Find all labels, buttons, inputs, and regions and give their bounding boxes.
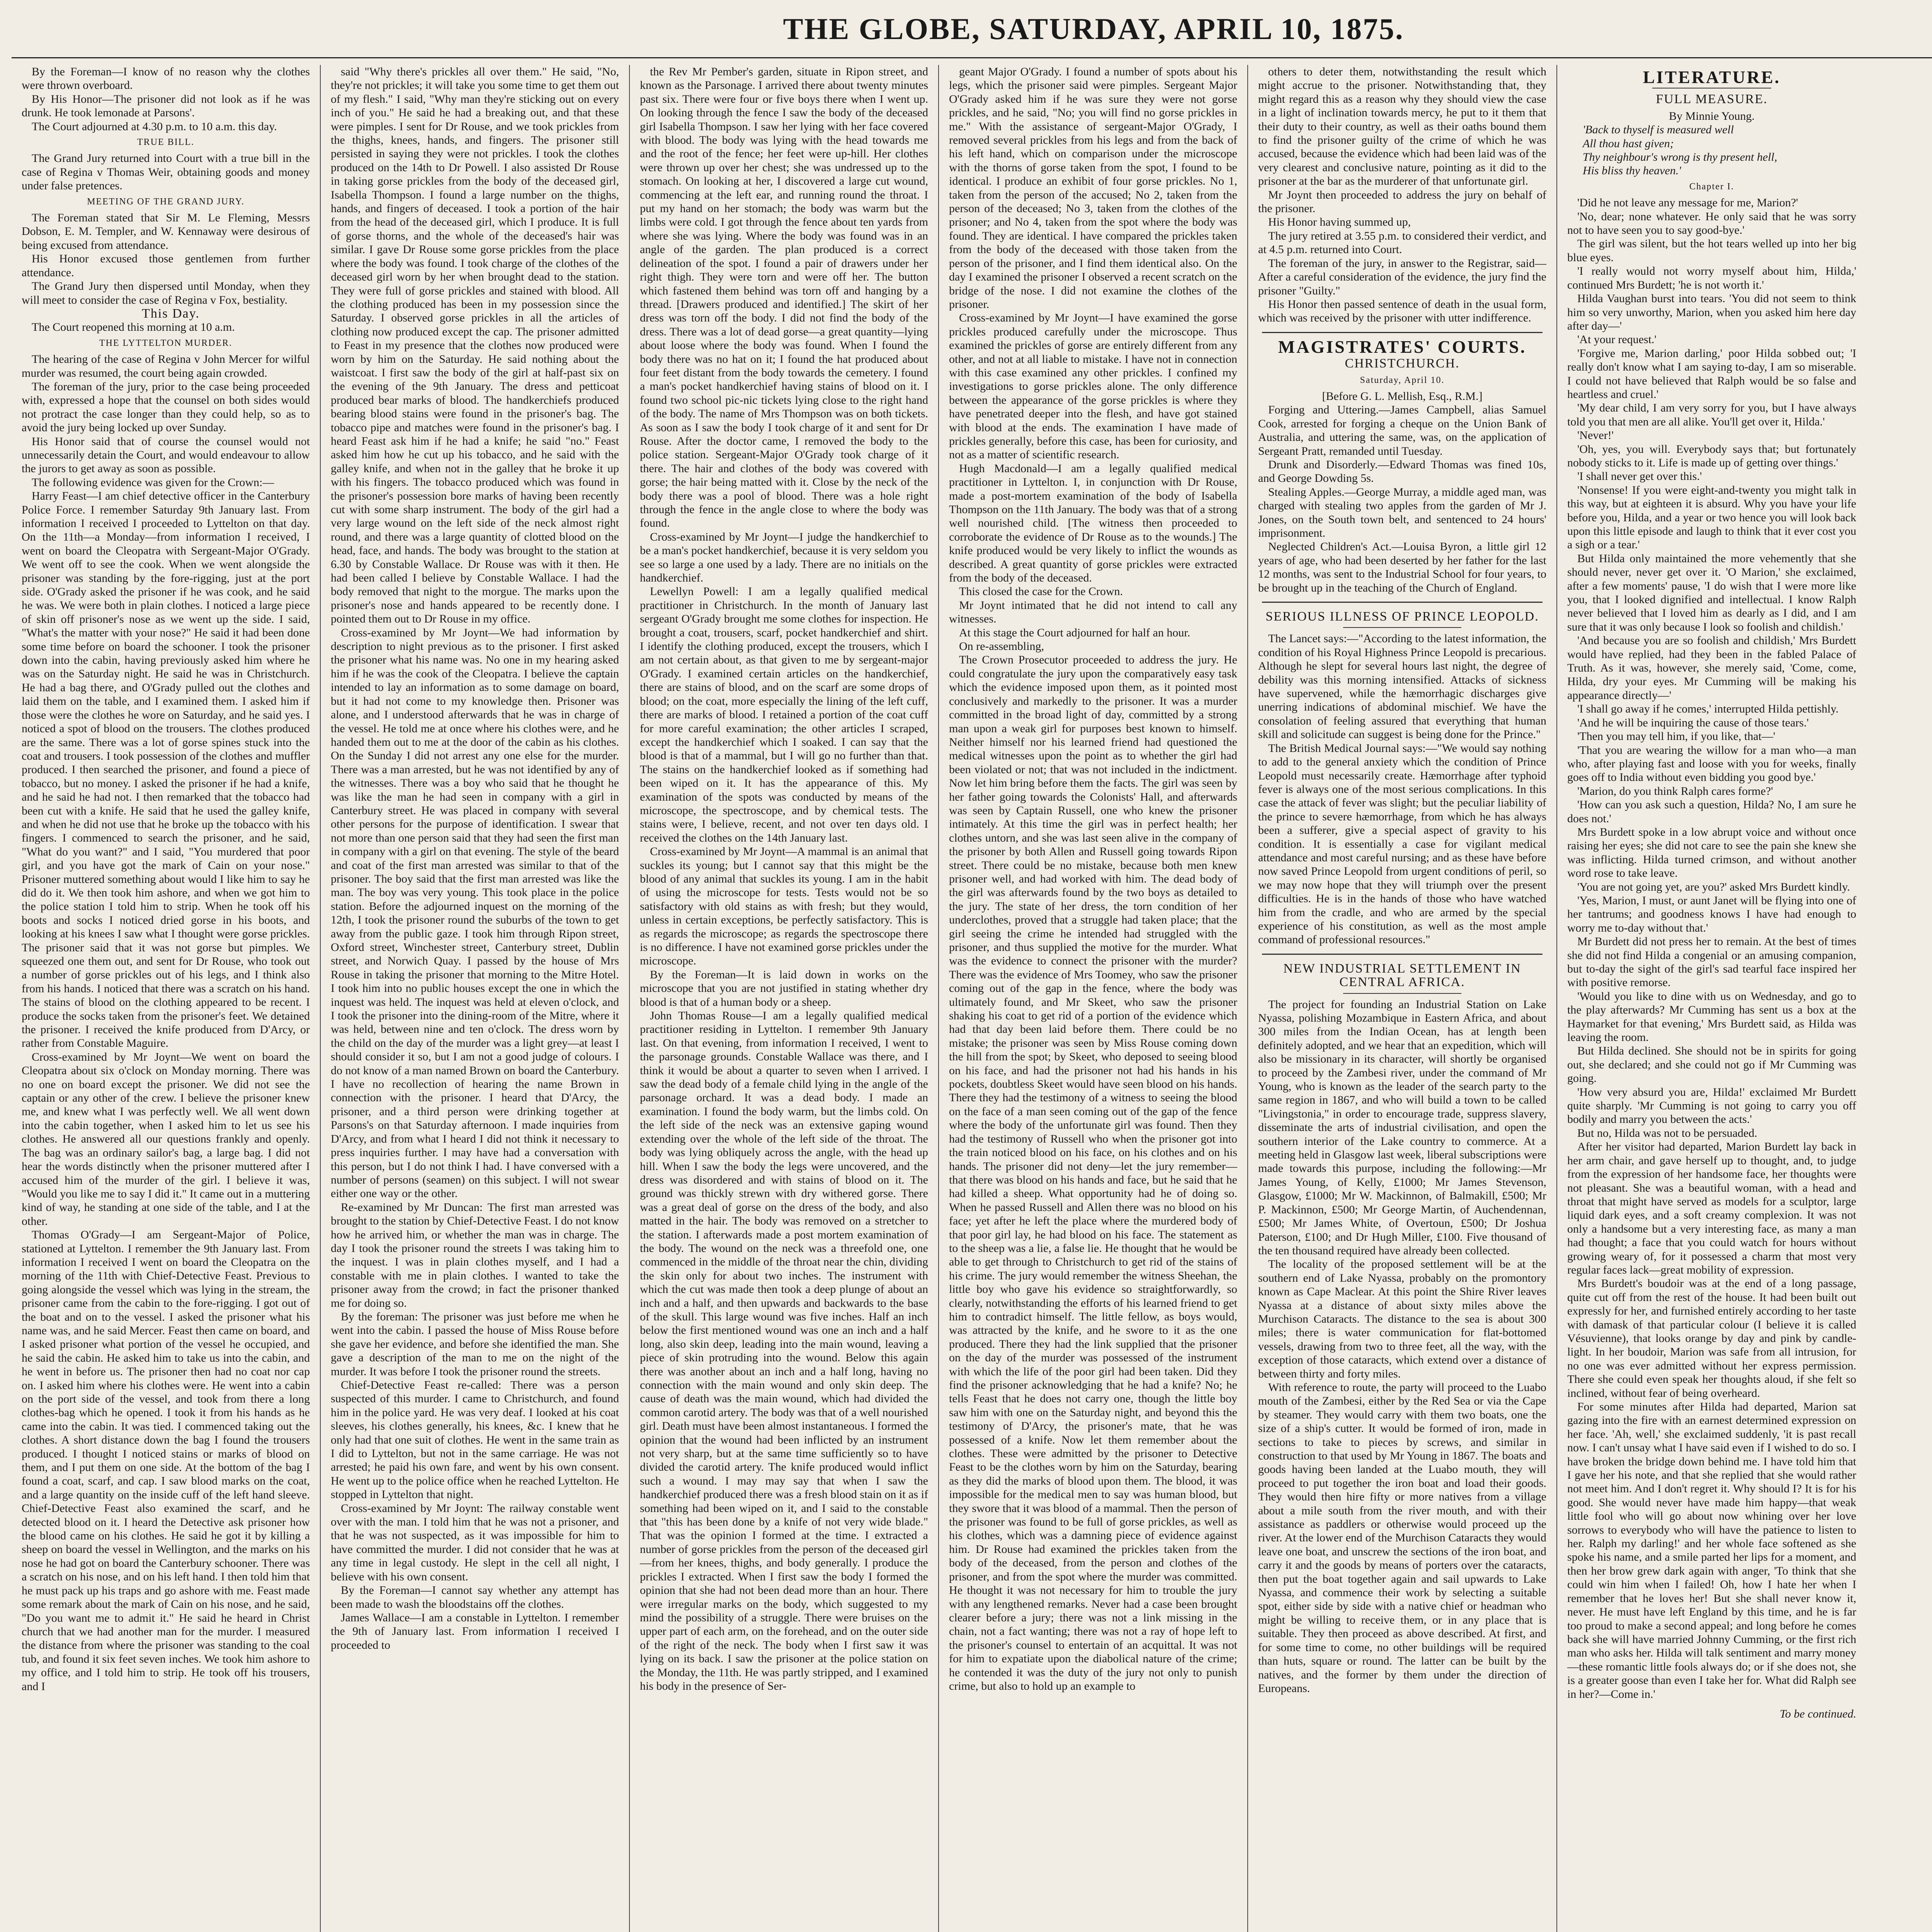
paragraph: For some minutes after Hilda had departed, Marion sat gazing into the fire with an earnest determined expression on her face. 'Ah, well,' she exclaimed suddenly, 'it is past recall now. I can't unsay what I have said even if I wished to do so. I have broken the bridge down behind me. I have told him that I gave her his note, and that she replied that she would rather not meet him. And I don't regret it. Why should I? It is for his good. She would never have made him happy—that weak little fool who will go about now whining over her love sorrows to everybody who will have the patience to listen to her. Ralph my darling!' and her whole face softened as she spoke his name, and a smile parted her lips for a moment, and then her brow grew dark again with anger, 'To think that she could win him when I failed! Oh, how I hate her when I remember that he loves her! But she shall never know it, never. He must have left England by this time, and he is far too proud to make a second appeal; and long before he comes back she will have married Johnny Cumming, or the first rich man who asks her. Hilda will talk sentiment and marry money—these romantic little fools always do; or if she does not, she is a greater goose than even I take her for. What did Ralph see in her?—Come in.': [1567, 1400, 1856, 1701]
paragraph: 'Oh, yes, you will. Everybody says that; but fortunately nobody sticks to it. Life is made up of getting over things.': [1567, 442, 1856, 469]
paragraph: By the Foreman—I cannot say whether any attempt has been made to wash the bloodstains off the clothes.: [331, 1584, 619, 1611]
paragraph: geant Major O'Grady. I found a number of spots about his legs, which the prisoner said were pimples. Sergeant Major O'Grady asked him if he was sure they were not gorse prickles, and he said, "No; you will find no gorse prickles in me." With the assistance of sergeant-Major O'Grady, I removed several prickles from his legs and from the back of his left hand, which on comparison under the microscope with the thorns of gorse taken from the spot, I found to be identical. I produce an exhibit of four gorse prickles. No 1, taken from the person of the accused; No 2, taken from the person of the deceased; No 3, taken from the clothes of the prisoner; and No 4, taken from the spot where the body was found. They are identical. I have compared the prickles taken from the body of the deceased with those taken from the person of the prisoner, and I find them identical also. On the day I examined the prisoner I observed a recent scratch on the bridge of the nose. I did not examine the clothes of the prisoner.: [949, 65, 1237, 311]
paragraph: Neglected Children's Act.—Louisa Byron, a little girl 12 years of age, who had been deserted by her father for the last 12 months, was sent to the Industrial School for four years, to be brought up in the teaching of the Church of England.: [1258, 540, 1546, 594]
grand-jury-text: [22, 211, 310, 307]
paragraph: 'How very absurd you are, Hilda!' exclaimed Mr Burdett quite sharply. 'Mr Cumming is not going to carry you off bodily and marry you between the acts.': [1567, 1085, 1856, 1126]
paragraph: 'Never!': [1577, 429, 1614, 442]
column-1: [12, 65, 321, 1932]
paragraph: Thy neighbour's wrong is thy present hell,: [1583, 151, 1777, 164]
paragraph: Hugh Macdonald—I am a legally qualified medical practitioner in Lyttelton. I, in conjunction with Dr Rouse, made a post-mortem examination of the body of Isabella Thompson on the 11th January. The body was that of a strong well nourished child. [The witness then proceeded to corroborate the evidence of Dr Rouse as to the wounds.] The knife produced would be very likely to inflict the wounds as described. A great quantity of gorse prickles were extracted from the body of the deceased.: [949, 462, 1237, 585]
paragraph: By the Foreman—It is laid down in works on the microscope that you are not justified in stating whether dry blood is that of a human body or a sheep.: [640, 968, 928, 1009]
paragraph: 'Yes, Marion, I must, or aunt Janet will be flying into one of her tantrums; and goodness knows I have had enough to worry me to-day without that.': [1567, 894, 1856, 934]
paragraph: This closed the case for the Crown.: [959, 585, 1123, 598]
paragraph: said "Why there's prickles all over them." He said, "No, they're not prickles; it will take you some time to get them out of my flesh." I said, "Why man they're sticking out on every inch of you." He said he had a breaking out, and that these were pimples. I sent for Dr Rouse, and we took prickles from the thighs, knees, hands, and fingers. The prisoner still persisted in saying they were not prickles. I took the clothes produced on the 14th to Dr Powell. I also assisted Dr Rouse in taking gorse prickles from the body of the deceased girl, Isabella Thompson. I found a large number on the thighs, hands, and fingers of deceased. I took a portion of the hair from the head of the deceased girl, which I produce. It is full of gorse thorns, and the whole of the deceased's hair was similar. I gave Dr Rouse some gorse prickles from the place where the body was found. I took charge of the clothes of the deceased girl worn by her when brought dead to the station. They were full of gorse prickles and stained with blood. All the clothing produced has been in my possession since the Saturday. I observed gorse prickles in all the articles of clothing now produced except the cap. The prisoner admitted to Feast in my presence that the clothes now produced were worn by him on the Saturday. He said nothing about the waistcoat. I first saw the body of the girl at half-past six on the evening of the 9th January. The dress and petticoat produced bear marks of blood. The handkerchiefs produced bearing blood stains were found in the prisoner's bag. The tobacco pipe and matches were found in the prisoner's bag. I heard Feast ask him if he had a knife; he said "no." Feast asked him how he cut up his tobacco, and he said with the galley knife, and when not in the galley that he broke it up with his fingers. The tobacco produced which was found in the prisoner's possession bore marks of having been recently cut with some sharp instrument. The body of the girl had a very large wound on the left side of the neck almost right round, and there was a large quantity of clotted blood on the head, face, and hands. The body was brought to the station at 6.30 by Constable Wallace. Dr Rouse was with it then. He had been called I believe by Constable Wallace. I had the body removed that night to the morgue. The marks upon the prisoner's nose and hands appeared to be recently done. I pointed them out to Dr Rouse in my office.: [331, 65, 619, 626]
lyttelton-heading: THE LYTTELTON MURDER.: [99, 338, 233, 348]
story-byline: By Minnie Young.: [1669, 109, 1755, 122]
column-4-text: [949, 65, 1237, 1693]
paragraph: The British Medical Journal says:—"We would say nothing to add to the general anxiety which the condition of Prince Leopold must necessarily create. Hæmorrhage after typhoid fever is always one of the most serious complications. In this case the attack of fever was slight; but the peculiar liability of the prince to severe hæmorrhage, from which he has always been a sufferer, give a special aspect of gravity to his condition. It is essentially a case for vigilant medical attendance and most careful nursing; and as these have before now saved Prince Leopold from urgent conditions of peril, so we may now hope that they will triumph over the present difficulties. He is in the hands of those who have watched him from the cradle, and who are armed by the special experience of his constitution, as well as the most ample command of professional resources.": [1258, 742, 1546, 946]
paragraph: With reference to route, the party will proceed to the Luabo mouth of the Zambesi, either by the Red Sea or via the Cape by steamer. They would carry with them two boats, one the size of a ship's cutter. It would be formed of iron, made in sections to take to pieces by screws, and similar in construction to that used by Mr Young in 1867. The boats and goods having been landed at the Luabo mouth, they will proceed to put together the iron boat and load their goods. They would then hire fifty or more natives from a village about a mile south from the river mouth, and with their assistance as paddlers or otherwise would proceed up the river. At the lower end of the Murchison Cataracts they would leave one boat, and unscrew the sections of the iron boat, and carry it and the goods by means of porters over the cataracts, then put the boat together again and sail upwards to Lake Nyassa, and commence their work by selecting a suitable spot, either side by side with a native chief or headman who might be willing to receive them, or in any place that is suitable. They then proceed as above described. At first, and for some time to come, no other buildings will be required than huts, square or round. The latter can be built by the natives, and the former by them under the direction of Europeans.: [1258, 1381, 1546, 1695]
paragraph: Cross-examined by Mr Joynt: The railway constable went over with the man. I told him that he was not a prisoner, and that he was not suspected, as it was impossible for him to have committed the murder. I did not consider that he was at any time in legal custody. He slept in the cell all night, I believe with his own consent.: [331, 1502, 619, 1583]
paragraph: 'No, dear; none whatever. He only said that he was sorry not to have seen you to say good-bye.': [1567, 210, 1856, 237]
paragraph: 'Nonsense! If you were eight-and-twenty you might talk in this way, but at eighteen it is absurd. Why you have your life before you, Hilda, and a year or two hence you will look back upon this little episode and laugh to think that it ever cost you a sigh or a tear.': [1567, 483, 1856, 551]
paragraph: But no, Hilda was not to be persuaded.: [1577, 1126, 1757, 1139]
paragraph: the Rev Mr Pember's garden, situate in Ripon street, and known as the Parsonage. I arrived there about twenty minutes past six. There were four or five boys there when I went up. On looking through the fence I saw the body of the deceased girl Isabella Thompson. I saw her lying with her face covered with blood. The body was lying with the head towards me and the root of the fence; her feet were up-hill. Her clothes were thrown up over her chest; she was undressed up to the stomach. On looking at her, I discovered a large cut wound, commencing at the left ear, and running round the throat. I put my hand on her stomach; the body was warm but the limbs were cold. I got through the fence about ten yards from where she was lying. Where the body was found was in an angle of the garden. The plan produced is a correct delineation of the spot. I found a pair of drawers under her right thigh. They were torn and were off her. The button which fastened them behind was torn off and hanging by a thread. [Drawers produced and identified.] The skirt of her dress was torn off the body. I did not find the body of the dress. There was a lot of dead gorse—a great quantity—lying about loose where the body was found. When I found the body there was no hat on it; I found the hat produced about four feet distant from the body towards the cemetery. I found a man's pocket handkerchief having stains of blood on it. I found two school pic-nic tickets lying close to the right hand of the body. The name of Mrs Thompson was on both tickets. As soon as I saw the body I took charge of it and sent for Dr Rouse. After the doctor came, I removed the body to the police station. Sergeant-Major O'Grady took charge of it there. The hair and clothes of the body was covered with gorse; the hair being matted with it. Close by the neck of the body there was a pool of blood. There was a hole right through the fence in the angle close to where the body was found.: [640, 65, 928, 530]
magistrates-heading: MAGISTRATES' COURTS.: [1278, 337, 1527, 357]
paragraph: The girl was silent, but the hot tears welled up into her big blue eyes.: [1567, 237, 1856, 264]
lyttelton-text: [22, 352, 310, 1693]
paragraph: 'How can you ask such a question, Hilda? No, I am sure he does not.': [1567, 798, 1856, 825]
true-bill-text: The Grand Jury returned into Court with a true bill in the case of Regina v Thomas Weir, obtaining goods and money under false pretences.: [22, 152, 310, 192]
paragraph: Lewellyn Powell: I am a legally qualified medical practitioner in Christchurch. In the month of January last sergeant O'Grady brought me some clothes for inspection. He brought a coat, trousers, scarf, pocket handkerchief and shirt. I identify the clothing produced, except the trousers, which I am not certain about, as that given to me by sergeant-major O'Grady. I examined certain articles on the handkerchief, there are stains of blood, and on the scarf are some drops of blood; on the coat, more especially the lining of the left cuff, there are marks of blood. I retained a portion of the coat cuff for more careful examination; the other articles I scraped, except the handkerchief which I soaked. I can say that the blood is that of a mammal, but I will go no further than that. The stains on the handkerchief looked as if something had been wiped on it. It has the appearance of this. My examination of the spots was conducted by means of the microscope, the spectroscope, and by chemical tests. The stains were, I believe, recent, and not over ten days old. I received the clothes on the 14th January last.: [640, 585, 928, 844]
trial-conclusion: [1258, 65, 1546, 325]
paragraph: Mrs Burdett's boudoir was at the end of a long passage, quite cut off from the rest of the house. It had been built out expressly for her, and furnished entirely according to her taste with damask of that particular colour (I believe it is called Vésuvienne), that looks orange by day and pink by candle-light. In her boudoir, Marion was safe from all intrusion, for no one was ever admitted without her express permission. There she could even speak her thoughts aloud, if she felt so inclined, without fear of being overheard.: [1567, 1277, 1856, 1400]
paragraph: The Court adjourned at 4.30 p.m. to 10 a.m. this day.: [32, 120, 277, 133]
paragraph: 'Then you may tell him, if you like, that—': [1577, 730, 1776, 743]
paragraph: 'Forgive me, Marion darling,' poor Hilda sobbed out; 'I really don't know what I am saying to-day, I am so miserable. I could not have believed that Ralph would be so false and heartless and cruel.': [1567, 347, 1856, 401]
magistrates-before: [Before G. L. Mellish, Esq., R.M.]: [1322, 389, 1483, 403]
paragraph: 'I really would not worry myself about him, Hilda,' continued Mrs Burdett; 'he is not worth it.': [1567, 265, 1856, 291]
paragraph: 'I shall never get over this.': [1577, 470, 1702, 483]
column-2: [321, 65, 630, 1932]
paragraph: By the Foreman—I know of no reason why the clothes were thrown overboard.: [22, 65, 310, 92]
paragraph: James Wallace—I am a constable in Lyttelton. I remember the 9th of January last. From information I received I proceeded to: [331, 1611, 619, 1651]
africa-text: [1258, 998, 1546, 1696]
short-rule: [1343, 993, 1461, 994]
paragraph: The locality of the proposed settlement will be at the southern end of Lake Nyassa, probably on the promontory known as Cape Maclear. At this point the Shire River leaves Nyassa at a distance of about sixty miles above the Murchison Cataracts. The distance to the sea is about 300 miles; there is water communication for flat-bottomed vessels, drawing from two to three feet, all the way, with the exception of those cataracts, which extend over a distance of between thirty and forty miles.: [1258, 1258, 1546, 1380]
paragraph: The jury retired at 3.55 p.m. to considered their verdict, and at 4.5 p.m. returned into Court.: [1258, 229, 1546, 256]
chapter-heading: Chapter I.: [1689, 181, 1734, 192]
paragraph: The foreman of the jury, in answer to the Registrar, said—After a careful consideration of the evidence, the jury find the prisoner "Guilty.": [1258, 257, 1546, 297]
paragraph: 'I shall go away if he comes,' interrupted Hilda pettishly.: [1577, 702, 1839, 716]
paragraph: Thomas O'Grady—I am Sergeant-Major of Police, stationed at Lyttelton. I remember the 9th January last. From information I received I went on board the Cleopatra on the morning of the 11th with Chief-Detective Feast. Previous to going alongside the vessel which was lying in the stream, the prisoner came from the cabin to the fore-rigging. I got out of the boat and on to the vessel. I asked the prisoner what his name was, and he said Mercer. Feast then came on board, and I asked prisoner what portion of the vessel he occupied, and he said the cabin. He asked him to take us into the cabin, and he went in before us. The prisoner then had no coat nor cap on. I asked him where his clothes were. He went into a cabin on the port side of the vessel, and took from there a long clothes-bag which he opened. I took it from his hands as he came into the cabin. It was tied. I commenced taking out the clothes. A short distance down the bag I found the trousers produced. I thought I noticed stains or marks of blood on them, and I put them on one side. At the bottom of the bag I found a coat, scarf, and cap. I saw blood marks on the coat, and a large quantity on the inside cuff of the left hand sleeve. Chief-Detective Feast also examined the scarf, and he detected blood on it. I heard the Detective ask prisoner how the blood came on his clothes. He said he got it by killing a sheep on board the vessel in Wellington, and the marks on his nose he had got on board the Canterbury schooner. There was a scratch on his nose, and on his left hand. I then told him that he must pack up his traps and go ashore with me. Feast made some remark about the mark of Cain on his nose, and he said, "Do you want me to admit it." He said he heard in Christ church that we had another man for the murder. I measured the distance from where the prisoner was standing to the coal tub, and found it six feet seven inches. We took him ashore to my office, and I told him to strip. He took off his trousers, and I: [22, 1228, 310, 1693]
paragraph: His Honor then passed sentence of death in the usual form, which was received by the prisoner with utter indifference.: [1258, 298, 1546, 325]
paragraph: Re-examined by Mr Duncan: The first man arrested was brought to the station by Chief-Detective Feast. I do not know how he arrived him, or whether the man was in charge. The day I took the prisoner round the streets I was taking him to the inquest. I was in plain clothes myself, and I had a constable with me in plain clothes. I wanted to take the prisoner away from the crowd; in fact the prisoner thanked me for doing so.: [331, 1201, 619, 1310]
paragraph: But Hilda declined. She should not be in spirits for going out, she declared; and she could not go if Mr Cumming was going.: [1567, 1044, 1856, 1085]
paragraph: Forging and Uttering.—James Campbell, alias Samuel Cook, arrested for forging a cheque on the Union Bank of Australia, and uttering the same, was, on the application of Sergeant Pratt, remanded until Tuesday.: [1258, 403, 1546, 457]
paragraph: Mr Joynt intimated that he did not intend to call any witnesses.: [949, 599, 1237, 626]
masthead-rule: [12, 57, 1932, 58]
this-day-heading: This Day.: [142, 306, 200, 321]
paragraph: 'At your request.': [1577, 333, 1656, 346]
paragraph: Harry Feast—I am chief detective officer in the Canterbury Police Force. I remember Saturday 9th January last. From information I received I proceeded to Lyttelton on that day. On the 11th—a Monday—from information I received, I went on board the Cleopatra with Sergeant-Major O'Grady. We went off to see the cook. When we went alongside the prisoner was standing by the fore-rigging, just at the port side. O'Grady asked the prisoner if he was cook, and he said he was. We were both in plain clothes. I noticed a large piece of skin off prisoner's nose as we went up the side. I said, "What's the matter with your nose?" He said it had been done some time before on board the schooner. I took the prisoner down into the cabin, having previously asked him where he was on the Saturday night. He said he was in Christchurch. He had a bag there, and O'Grady pulled out the clothes and laid them on the table, and I examined them. I asked him if those were the clothes he wore on Saturday, and he said yes. I noticed a spot of blood on the trousers. The clothes produced are the same. There was a lot of gorse spines stuck into the coat and trousers. I took possession of the clothes and muffler produced. I then searched the prisoner, and found a piece of tobacco, but no money. I asked the prisoner if he had a knife, and he said he had not. I then remarked that the tobacco had been cut with a knife. He said that he used the galley knife, and when he did not use that he broke up the tobacco with his fingers. I commenced to search the prisoner, and he said, "What do you want?" and I said, "You murdered that poor girl, and you have got the mark of Cain on your nose." Prisoner muttered something about would I like him to say he did do it. We then took him ashore, and when we got him to the police station I told him to strip. When he took off his boots and socks I noticed dried gorse in his boots, and looking at his knees I saw what I thought were gorse prickles. The prisoner said that it was not gorse but pimples. We squeezed one them out, and sent for Dr Rouse, who took out a number of gorse prickles out of his legs, and I think also from his hands. I noticed that there was a scratch on his hand. The stains of blood on the clothing appeared to be recent. I produce the socks taken from the prisoner's feet. We detained the prisoner. I received the knife produced from D'Arcy, or rather from Constable Maguire.: [22, 490, 310, 1050]
paragraph: 'Back to thyself is measured well: [1583, 123, 1734, 136]
leopold-text: [1258, 632, 1546, 946]
paragraph: 'That you are wearing the willow for a man who—a man who, after playing fast and loose with you for weeks, finally goes off to India without even bidding you good bye.': [1567, 743, 1856, 784]
paragraph: 'My dear child, I am very sorry for you, but I have always told you that men are all alike. You'll get over it, Hilda.': [1567, 401, 1856, 428]
story-title: FULL MEASURE.: [1656, 92, 1768, 107]
paragraph: By the foreman: The prisoner was just before me when he went into the cabin. I passed the house of Miss Rouse before she gave her evidence, and before she identified the man. She gave a description of the man to me on the night of the murder. It was before I took the prisoner round the streets.: [331, 1310, 619, 1378]
paragraph: Mr Burdett did not press her to remain. At the best of times she did not find Hilda a congenial or an amusing companion, but to-day the sight of the girl's sad tearful face inspired her with positive remorse.: [1567, 935, 1856, 989]
true-bill-heading: TRUE BILL.: [137, 137, 194, 148]
columns: [12, 65, 1932, 1932]
grand-jury-heading: MEETING OF THE GRAND JURY.: [87, 196, 245, 207]
paragraph: His Honor having summed up,: [1268, 216, 1411, 229]
paragraph: Cross-examined by Mr Joynt—We went on board the Cleopatra about six o'clock on Monday morning. There was no one on board except the prisoner. We did not see the captain or any other of the crew. I believe the prisoner knew me, and knew what I was perfectly well. We all went down into the cabin together, when I asked him to let us see his clothes. He answered all our questions frankly and openly. The bag was an ordinary sailor's bag, a large bag. I did not hear the words distinctly when the prisoner muttered after I accused him of the murder of the girl. I believe it was, "Would you like me to say I did it." It came out in a muttering kind of way, he standing at one side of the table, and I at the other.: [22, 1050, 310, 1228]
paragraph: Cross-examined by Mr Joynt—A mammal is an animal that suckles its young; but I cannot say that this might be the blood of any animal that suckles its young. I am in the habit of using the microscope for tests. Tests would not be so satisfactory with old stains as with fresh; but they would, unless in certain exceptions, be perfectly satisfactory. This is as regards the microscope; as regards the spectroscope there is no difference. I have not examined gorse prickles under the microscope.: [640, 845, 928, 968]
paragraph: His Honor said that of course the counsel would not unnecessarily detain the Court, and would endeavour to allow the jurors to get away as soon as possible.: [22, 435, 310, 475]
magistrates-date: Saturday, April 10.: [1360, 375, 1445, 385]
section-rule: [1262, 954, 1543, 955]
paragraph: Chief-Detective Feast re-called: There was a person suspected of this murder. I came to Christchurch, and found him in the police yard. He was very deaf. I looked at his coat sleeves, his clothes generally, his knees, &c. I knew that he only had that one suit of clothes. He went in the same train as I did to Lyttelton, but not in the same carriage. He was not arrested; he paid his own fare, and went by his own consent. He went up to the police office when he reached Lyttelton. He stopped in Lyttelton that night.: [331, 1379, 619, 1501]
magistrates-place: CHRISTCHURCH.: [1345, 356, 1460, 371]
leopold-heading: SERIOUS ILLNESS OF PRINCE LEOPOLD.: [1265, 609, 1539, 624]
paragraph: The foreman of the jury, prior to the case being proceeded with, expressed a hope that the counsel on both sides would not protract the case longer than they could help, so as to avoid the jury being locked up over Sunday.: [22, 380, 310, 434]
paragraph: The project for founding an Industrial Station on Lake Nyassa, polishing Mozambique in Eastern Africa, and about 300 miles from the Indian Ocean, has at length been definitely adopted, and we hear that an expedition, which will also be missionary in its character, will shortly be organised to proceed by the Zambesi river, under the command of Mr Young, who is known as the leader of the search party to the same region in 1867, and who will build a town to be called "Livingstonia," in order to encourage trade, suppress slavery, disseminate the arts of industrial civilisation, and open the southern interior of the Lake country to commerce. At a meeting held in Glasgow last week, liberal subscriptions were made towards this purpose, including the following:—Mr James Young, of Kelly, £1000; Mr James Stevenson, Glasgow, £1000; Mr W. Mackinnon, of Balmakill, £500; Mr P. Mackinnon, £500; Mr George Martin, of Auchendennan, £500; Mr James White, of Overtoun, £500; Dr Joshua Paterson, £100; and Dr Hugh Miller, £100. Five thousand of the ten thousand required have already been collected.: [1258, 998, 1546, 1257]
column-6: [1557, 65, 1866, 1932]
paragraph: Hilda Vaughan burst into tears. 'You did not seem to think him so very unworthy, Marion, when you asked him here day after day—': [1567, 292, 1856, 332]
paragraph: Cross-examined by Mr Joynt—We had information by description to night previous as to the prisoner. I first asked the prisoner what his name was. No one in my hearing asked him if he was the cook of the Cleopatra. I believe the captain intended to lay an information as to some damage on board, but it had not come to my knowledge then. Prisoner was alone, and I understood afterwards that he was in charge of the vessel. He told me at once where his clothes were, and he handed them out to me at the door of the cabin as his clothes. On the Sunday I did not arrest any one else for the murder. There was a man arrested, but he was not identified by any of the witnesses. There was a boy who said that he thought he was like the man he had seen in company with a girl in Canterbury street. He was placed in company with several other persons for the purpose of identification. I swear that not more than one person said that they had seen the first man in company with a girl on that evening. The style of the beard and coat of the first man arrested was similar to that of the prisoner. The boy said that the first man arrested was like the man. The boy was very young. This took place in the police station. Before the adjourned inquest on the morning of the 12th, I took the prisoner round the suburbs of the town to get away from the public gaze. I took him through Ripon street, Oxford street, Winchester street, Canterbury street, Dublin street, and Norwich Quay. I passed by the house of Mrs Rouse in taking the prisoner that morning to the Mitre Hotel. I took him into no public houses except the one in which the inquest was held. The inquest was held at eleven o'clock, and I took the prisoner into the dining-room of the Mitre, where it was held, between nine and ten o'clock. The dress worn by the child on the day of the murder was a light grey—at least I should consider it so, but I am not a good judge of colours. I do not know of a man named Brown on board the Canterbury. I have no recollection of hearing the name Brown in connection with the prisoner. I heard that D'Arcy, the prisoner, and a third person were drinking together at Parsons's on that Saturday afternoon. I made inquiries from D'Arcy, and from what I heard I did not think it necessary to press inquiries further. I may have had a conversation with this person, but I do not think I had. I have conversed with a number of persons (seamen) on this subject. I will not swear either one way or the other.: [331, 626, 619, 1200]
paragraph: 'You are not going yet, are you?' asked Mrs Burdett kindly.: [1577, 880, 1850, 893]
story-text: [1567, 196, 1856, 1701]
paragraph: The Foreman stated that Sir M. Le Fleming, Messrs Dobson, E. M. Templer, and W. Kennaway were desirous of being excused from attendance.: [22, 211, 310, 252]
literature-heading: LITERATURE.: [1643, 67, 1781, 87]
paragraph: Stealing Apples.—George Murray, a middle aged man, was charged with stealing two apples from the garden of Mr J. Jones, on the South town belt, and sentenced to 24 hours' imprisonment.: [1258, 485, 1546, 539]
paragraph: The Crown Prosecutor proceeded to address the jury. He could congratulate the jury upon the comparatively easy task which the evidence imposed upon them, as it pointed most conclusively and markedly to the prisoner. It was a murder committed in the broad light of day, committed by a strong man upon a weak girl for purposes best known to himself. Neither himself nor his learned friend had questioned the medical witnesses upon the point as to whether the girl had been violated or not; that was not included in the indictment. Now let him bring before them the facts. The girl was seen by her father going towards the Colonists' Hall, and afterwards was seen by Captain Russell, one who knew the prisoner intimately. At this time the girl was in perfect health; her clothes untorn, and she was last seen alive in the company of the prisoner by both Allen and Russell going towards Ripon street. There could be no mistake, because both men knew prisoner well, and had worked with him. The dead body of the girl was afterwards found by the two boys as detailed to the jury. The state of her dress, the torn condition of her underclothes, proved that a struggle had taken place; that the girl seeing the crime he intended had struggled with the prisoner, and thus supplied the motive for the murder. What was the evidence to connect the prisoner with the murder? There was the evidence of Mrs Toomey, who saw the prisoner coming out of the gap in the fence, where the body was ultimately found, and Mr Skeet, who saw the prisoner shaking his coat to get rid of a portion of the evidence which had that day been laid before them. There could be no mistake; the prisoner was seen by Miss Rouse coming down the hill from the spot; by Skeet, who deposed to seeing blood on his face, and had the prisoner not had his hands in his pockets, doubtless Skeet would have seen blood on his hands. There they had the testimony of a witness to seeing the blood on the face of a man seen coming out of the gap of the fence where the body of the unfortunate girl was found. Then they had the testimony of Russell who when the prisoner got into the train noticed blood on his face, on his clothes and on his hands. The prisoner did not deny—let the jury remember—that there was blood on his hands and face, but he said that he had killed a sheep. What opportunity had he of doing so. When he passed Russell and Allen there was no blood on his face; yet after he left the place where the murdered body of that poor girl lay, he had blood on his face. The statement as to the sheep was a lie, a false lie. He thought that he would be able to get through to Christchurch to get rid of the stains of his crime. The jury would remember the witness Sheehan, the little boy who gave his evidence so straightforwardly, so clearly, notwithstanding the efforts of his learned friend to get him to contradict himself. The little fellow, as boys would, was attracted by the knife, and he swore to it as the one produced. There they had the link supplied that the prisoner on the day of the murder was possessed of the instrument with which the life of the poor girl had been taken. Did they find the prisoner acknowledging that he had a knife? No; he tells Feast that he does not carry one, though the little boy saw him with one on the Saturday night, and beyond this the testimony of D'Arcy, the prisoner's mate, that he was possessed of a knife. Now let them remember about the clothes. These were admitted by the prisoner to Detective Feast to be the clothes worn by him on the Saturday, bearing as they did the marks of blood upon them. The blood, it was impossible for the medical men to say was human blood, but they swore that it was blood of a mammal. Then the person of the prisoner was found to be full of gorse prickles, as well as his clothes, which was a damning piece of evidence against him. Dr Rouse had examined the prickles taken from the body of the deceased, from the person and clothes of the prisoner, and from the spot where the murder was committed. He thought it was not necessary for him to trouble the jury with any lengthened remarks. Never had a case been brought clearer before a jury; there was not a link missing in the chain, not a fact wanting; there was not a ray of hope left to the prisoner's counsel to entertain of an acquittal. It was not for him to expatiate upon the diabolical nature of the crime; he contended it was the duty of the jury not only to punish crime, but also to hold up an example to: [949, 653, 1237, 1692]
paragraph: The following evidence was given for the Crown:—: [32, 476, 274, 489]
paragraph: The Lancet says:—"According to the latest information, the condition of his Royal Highness Prince Leopold is precarious. Although he slept for several hours last night, the degree of debility was this morning intensified. Attacks of sickness have supervened, while the hæmorrhagic discharges give unerring indications of abdominal mischief. We have the consolation of feeling assured that everything that human skill and solicitude can suggest is being done for the Prince.": [1258, 632, 1546, 741]
paragraph: His Honor excused those gentlemen from further attendance.: [22, 252, 310, 279]
column-4: [939, 65, 1248, 1932]
paragraph: The hearing of the case of Regina v John Mercer for wilful murder was resumed, the court being again crowded.: [22, 353, 310, 379]
column-1-intro: [22, 65, 310, 133]
africa-heading: NEW INDUSTRIAL SETTLEMENT IN CENTRAL AFRICA.: [1283, 961, 1521, 990]
paragraph: 'Would you like to dine with us on Wednesday, and go to the play afterwards? Mr Cumming has sent us a box at the Haymarket for that evening,' Mrs Burdett said, as Hilda was leaving the room.: [1567, 990, 1856, 1044]
paragraph: John Thomas Rouse—I am a legally qualified medical practitioner residing in Lyttelton. I remember 9th January last. On that evening, from information I received, I went to the parsonage grounds. Constable Wallace was there, and I think it would be about a quarter to seven when I arrived. I saw the dead body of a female child lying in the angle of the parsonage orchard. It was a dead body. I made an examination. I found the body warm, but the limbs cold. On the left side of the neck was an extensive gaping wound extending over the whole of the left side of the throat. The body was lying obliquely across the angle, with the head up hill. When I saw the body the legs were uncovered, and the dress was disordered and with stains of blood on it. The ground was thickly strewn with dry withered gorse. There was a great deal of gorse on the dress of the body, and also matted in the hair. The body was removed on a stretcher to the station. I afterwards made a post mortem examination of the body. The wound on the neck was a threefold one, one commenced in the middle of the throat near the chin, dividing the skin only for about two inches. The instrument with which the cut was made then took a deep plunge of about an inch and a half, and then upwards and backwards to the base of the skull. This large wound was five inches. Half an inch below the first mentioned wound was one an inch and a half long, also skin deep, leading into the main wound, leaving a piece of skin protruding into the wound. Below this again there was another about an inch and a half long, having no connection with the main wound and only skin deep. The cause of death was the main wound, which had divided the common carotid artery. The body was that of a well nourished girl. Death must have been almost instantaneous. I formed the opinion that the wound had been inflicted by an instrument not very sharp, but at the same time sufficiently so to have divided the carotid artery. The knife produced would inflict such a wound. I may may say that when I saw the handkerchief produced there was a fresh blood stain on it as if something had been wiped on it, and I said to the constable that "this has been done by a knife of not very wide blade." That was the opinion I formed at the time. I extracted a number of gorse prickles from the person of the deceased girl—from her knees, thighs, and body generally. I produce the prickles I extracted. When I first saw the body I formed the opinion that she had not been dead more than an hour. There were irregular marks on the body, which suggested to my mind the possibility of a struggle. There were bruises on the upper part of each arm, on the forehead, and on the outer side of the right of the neck. The body when I first saw it was lying on its back. I saw the prisoner at the police station on the Monday, the 11th. He was partly stripped, and I examined his body in the presence of Ser-: [640, 1009, 928, 1692]
story-poem: [1567, 123, 1856, 178]
section-rule: [1262, 602, 1543, 603]
paragraph: But Hilda only maintained the more vehemently that she should never, never get over it. 'O Marion,' she exclaimed, after a few moments' pause, 'I do wish that I were more like you, that I looked dignified and intellectual. I know Ralph never believed that I loved him as dearly as I did, and I am sure that it was only because I look so foolish and childish.': [1567, 552, 1856, 633]
magistrates-text: [1258, 403, 1546, 595]
column-3: [630, 65, 939, 1932]
to-be-continued: To be continued.: [1779, 1707, 1856, 1720]
paragraph: 'And because you are so foolish and childish,' Mrs Burdett would have replied, had they been in the fabled Palace of Truth. As it was, however, she merely said, 'Come, come, Hilda, dry your eyes. Mr Cumming will be making his appearance directly—': [1567, 634, 1856, 702]
column-3-text: [640, 65, 928, 1693]
paragraph: His bliss thy heaven.': [1583, 164, 1681, 177]
paragraph: Mrs Burdett spoke in a low abrupt voice and without once raising her eyes; she did not care to see the pain she knew she was inflicting. Hilda turned crimson, and without another word rose to take leave.: [1567, 825, 1856, 880]
paragraph: 'Marion, do you think Ralph cares forme?': [1577, 784, 1773, 798]
paragraph: others to deter them, notwithstanding the result which might accrue to the prisoner. Notwithstanding that, they might regard this as a reason why they should view the case in a light of inclination towards mercy, he put to it them that their duty to their country, as well as their oaths bound them to find the prisoner guilty of the crime of which he was accused, because the evidence which had been laid was of the very clearest and conclusive nature, pointing as it did to the prisoner at the bar as the murderer of that unfortunate girl.: [1258, 65, 1546, 188]
masthead: THE GLOBE, SATURDAY, APRIL 10, 1875.: [783, 12, 1404, 46]
paragraph: After her visitor had departed, Marion Burdett lay back in her arm chair, and gave herself up to thought, and, to judge from the expression of her handsome face, her thoughts were not pleasant. She was a beautiful woman, with a head and throat that might have served as models for a sculptor, large liquid dark eyes, and a soft creamy complexion. It was not only a handsome but a very interesting face, as many a man had thought; a face that you could watch for hours without growing weary of, for it possessed a charm that most very regular faces lack—great mobility of expression.: [1567, 1140, 1856, 1276]
paragraph: The Grand Jury then dispersed until Monday, when they will meet to consider the case of Regina v Fox, bestiality.: [22, 280, 310, 306]
paragraph: Mr Joynt then proceeded to address the jury on behalf of the prisoner.: [1258, 188, 1546, 215]
paragraph: At this stage the Court adjourned for half an hour.: [959, 626, 1190, 639]
paragraph: 'And he will be inquiring the cause of those tears.': [1577, 716, 1809, 729]
column-5: [1248, 65, 1557, 1932]
column-2-text: [331, 65, 619, 1652]
paragraph: By His Honor—The prisoner did not look as if he was drunk. He took lemonade at Parsons'.: [22, 92, 310, 119]
this-day-text: The Court reopened this morning at 10 a.m.: [32, 321, 235, 334]
paragraph: Cross-examined by Mr Joynt—I have examined the gorse prickles produced carefully under the microscope. Thus examined the prickles of gorse are entirely different from any other, and not at all liable to mistake. I have not in connection with this case examined any other prickles. I confined my investigations to gorse prickles alone. The only difference between the appearance of the gorse prickles is where they have penetrated deeper into the flesh, and have got stained with blood at the ends. The examination I have made of prickles generally, before this case, has been for curiosity, and not as a matter of scientific research.: [949, 311, 1237, 461]
paragraph: Drunk and Disorderly.—Edward Thomas was fined 10s, and George Dowding 5s.: [1258, 458, 1546, 485]
section-rule: [1262, 332, 1543, 333]
paragraph: Cross-examined by Mr Joynt—I judge the handkerchief to be a man's pocket handkerchief, because it is very seldom you see so large a one used by a lady. There are no initials on the handkerchief.: [640, 530, 928, 585]
paragraph: On re-assembling,: [959, 640, 1044, 653]
paragraph: All thou hast given;: [1583, 137, 1674, 150]
short-rule: [1343, 627, 1461, 628]
paragraph: 'Did he not leave any message for me, Marion?': [1577, 196, 1798, 209]
